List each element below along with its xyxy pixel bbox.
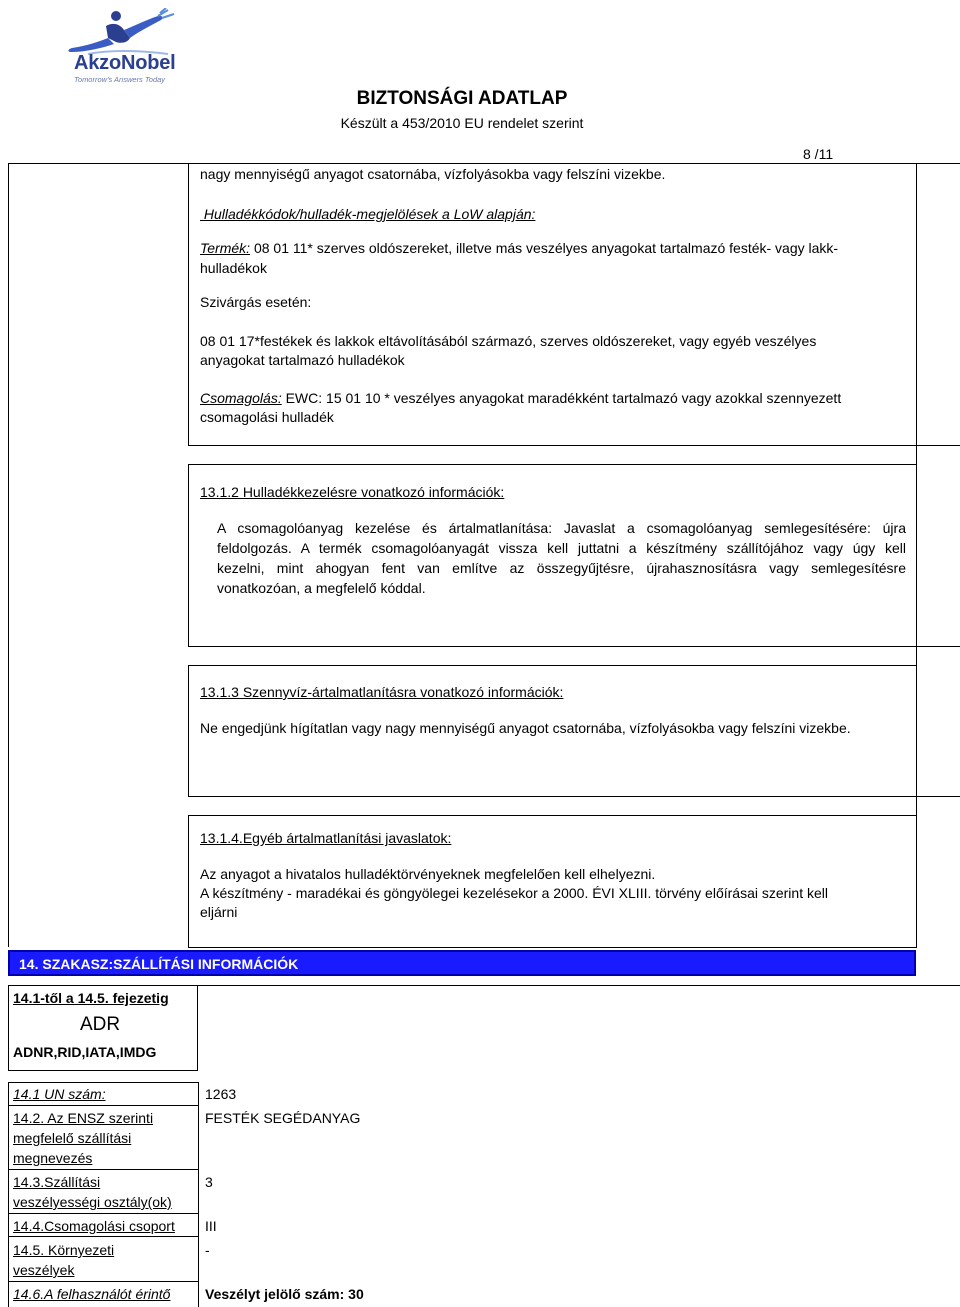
hazard-class-label: veszélyességi osztály(ok) bbox=[13, 1194, 172, 1210]
waste-codes-heading: Hulladékkódok/hulladék-megjelölések a LoW alapján: bbox=[200, 206, 536, 222]
hazard-identification-number: Veszélyt jelölő szám: 30 bbox=[205, 1286, 364, 1302]
environmental-hazards-value: - bbox=[205, 1242, 210, 1258]
leak-label: Szivárgás esetén: bbox=[200, 294, 312, 310]
product-text: 08 01 11* szerves oldószereket, illetve más veszélyes anyagokat tartalmazó festék- vagy lakk- bbox=[250, 240, 839, 256]
packing-group-label: 14.4.Csomagolási csoport bbox=[13, 1218, 175, 1234]
un-number-label: 14.1 UN szám: bbox=[13, 1086, 106, 1102]
section-13-1-3-heading: 13.1.3 Szennyvíz-ártalmatlanításra vonatkozó információk: bbox=[200, 684, 564, 700]
disposal-text: A készítmény - maradékai és göngyölegei kezelésekor a 2000. ÉVI XLIII. törvény előírásai szerint kell bbox=[200, 885, 828, 901]
adr-label: ADR bbox=[80, 1014, 121, 1035]
section-13-1-4-heading: 13.1.4.Egyéb ártalmatlanítási javaslatok: bbox=[200, 830, 452, 846]
product-waste-code bbox=[200, 240, 838, 256]
row-divider bbox=[8, 1281, 198, 1282]
document-subtitle: Készült a 453/2010 EU rendelet szerint bbox=[340, 115, 584, 131]
transport-modes: ADNR,RID,IATA,IMDG bbox=[13, 1044, 157, 1060]
divider-right-2 bbox=[916, 646, 960, 647]
section-14-header: 14. SZAKASZ:SZÁLLÍTÁSI INFORMÁCIÓK bbox=[8, 950, 916, 976]
shipping-name-label: 14.2. Az ENSZ szerinti bbox=[13, 1110, 154, 1126]
table-left-border bbox=[8, 1082, 9, 1307]
table-column-divider bbox=[198, 1082, 199, 1307]
shipping-name-value: FESTÉK SEGÉDANYAG bbox=[205, 1110, 361, 1126]
paragraph-line: kezelni, mint ahogyan fent van említve az összegyűjtésre, újrahasznosításra vagy semlegesítésre bbox=[217, 560, 906, 576]
row-divider bbox=[8, 1105, 198, 1106]
leak-text: 08 01 17*festékek és lakkok eltávolításából származó, szerves oldószereket, vagy egyéb veszélyes bbox=[200, 333, 817, 349]
shipping-name-label: megnevezés bbox=[13, 1150, 93, 1166]
packaging-waste-code bbox=[200, 390, 841, 406]
row-divider bbox=[8, 1169, 198, 1170]
row-divider bbox=[8, 1236, 198, 1237]
packaging-text-cont: csomagolási hulladék bbox=[200, 409, 334, 425]
document-title: BIZTONSÁGI ADATLAP bbox=[356, 88, 568, 109]
top-border-right bbox=[916, 163, 960, 164]
hazard-class-label: 14.3.Szállítási bbox=[13, 1174, 101, 1190]
divider-right-1 bbox=[916, 445, 960, 446]
outer-left-border bbox=[8, 163, 9, 947]
logo-wordmark: AkzoNobel bbox=[74, 52, 176, 74]
transport-top-line bbox=[198, 985, 960, 986]
disposal-text: eljárni bbox=[200, 904, 238, 920]
disposal-text: Az anyagot a hivatalos hulladéktörvényeknek megfelelően kell elhelyezni. bbox=[200, 866, 656, 882]
packing-group-value: III bbox=[205, 1218, 217, 1234]
text-line: nagy mennyiségű anyagot csatornába, vízfolyásokba vagy felszíni vizekbe. bbox=[200, 166, 666, 182]
logo-figure-icon bbox=[58, 8, 188, 58]
row-divider bbox=[8, 1213, 198, 1214]
packaging-text: EWC: 15 01 10 * veszélyes anyagokat maradékként tartalmazó vagy azokkal szennyezett bbox=[281, 390, 842, 406]
logo-tagline: Tomorrow's Answers Today bbox=[74, 75, 166, 84]
page-number: 8 /11 bbox=[803, 146, 834, 162]
environmental-hazards-label: veszélyek bbox=[13, 1262, 75, 1278]
section-13-1-2-heading: 13.1.2 Hulladékkezelésre vonatkozó információk: bbox=[200, 484, 505, 500]
table-top-border bbox=[8, 1082, 198, 1083]
leak-text-cont: anyagokat tartalmazó hulladékok bbox=[200, 352, 405, 368]
wastewater-text: Ne engedjünk hígítatlan vagy nagy mennyiségű anyagot csatornába, vízfolyásokba vagy felszíni vizekbe. bbox=[200, 720, 851, 736]
user-precautions-label: 14.6.A felhasználót érintő bbox=[13, 1286, 171, 1302]
hazard-class-value: 3 bbox=[205, 1174, 213, 1190]
divider-right-3 bbox=[916, 796, 960, 797]
chapter-range: 14.1-től a 14.5. fejezetig bbox=[13, 990, 169, 1006]
paragraph-line: vonatkozóan, a megfelelő kóddal. bbox=[217, 580, 426, 596]
shipping-name-label: megfelelő szállítási bbox=[13, 1130, 132, 1146]
paragraph-line: A csomagolóanyag kezelése és ártalmatlanítása: Javaslat a csomagolóanyag semlegesítésére: újra bbox=[217, 520, 906, 536]
paragraph-line: feldolgozás. A termék csomagolóanyagát vissza kell juttatni a készítmény szállítójához vagy úgy kell bbox=[217, 540, 906, 556]
top-border-left bbox=[8, 163, 188, 164]
product-text-cont: hulladékok bbox=[200, 260, 267, 276]
un-number-value: 1263 bbox=[205, 1086, 237, 1102]
product-label: Termék: bbox=[200, 240, 251, 256]
environmental-hazards-label: 14.5. Környezeti bbox=[13, 1242, 115, 1258]
packaging-label: Csomagolás: bbox=[200, 390, 282, 406]
